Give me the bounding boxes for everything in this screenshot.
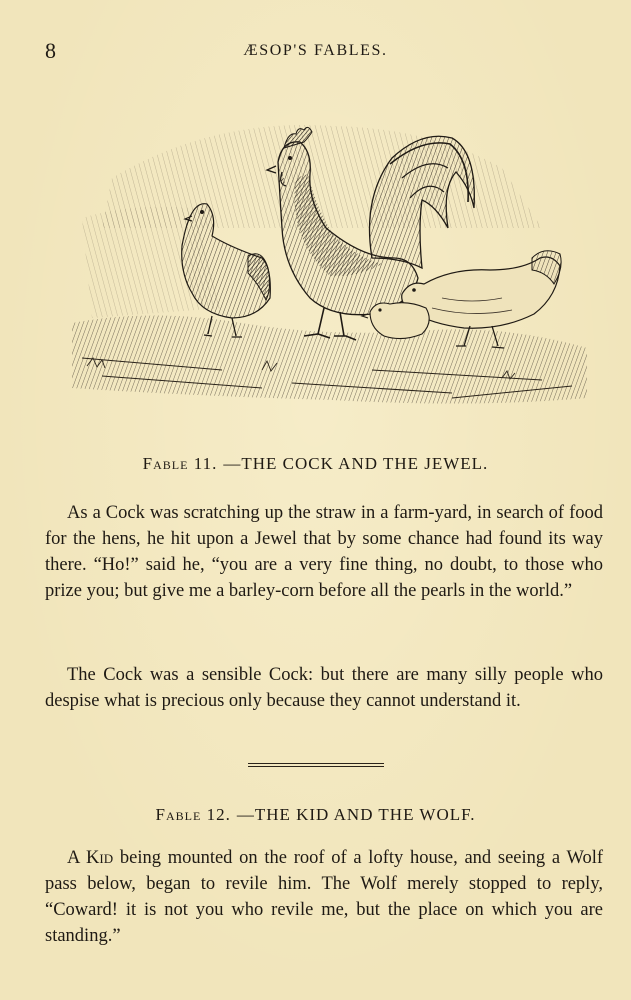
fable-11-heading bbox=[0, 454, 631, 474]
running-head: ÆSOP'S FABLES. bbox=[243, 42, 388, 59]
ground bbox=[72, 316, 587, 404]
fable-11-lead-word: As bbox=[67, 503, 88, 523]
fable-11-label: Fable 11. bbox=[142, 454, 218, 473]
fable-11-paragraph-2 bbox=[45, 662, 603, 714]
fable-11-title: —THE COCK AND THE JEWEL. bbox=[223, 454, 489, 473]
fable-12-label: Fable 12. bbox=[155, 805, 231, 824]
fable-12-lead-words: A Kid bbox=[67, 848, 114, 868]
cock-and-hens-engraving bbox=[72, 108, 587, 413]
fable-12-heading bbox=[0, 805, 631, 825]
fable-11-paragraph-1-text: a Cock was scratching up the straw in a farm-yard, in search of food for the hens, he hit upon a Jewel that by some chance had found its way there. “Ho!” said he, “you are a very fine thing, no doubt, to those who prize you; but give me a barley-corn before all the pearls in the world.” bbox=[45, 503, 604, 601]
fable-11-moral: The Cock was a sensible Cock: but there are many silly people who despise what is precious only because they cannot understand it. bbox=[45, 665, 603, 711]
page-number: 8 bbox=[45, 38, 57, 63]
fable-12-paragraph-1-text: being mounted on the roof of a lofty house, and seeing a Wolf pass below, began to revile him. The Wolf merely stopped to reply, “Coward! it is not you who revile me, but the place on which you are standing.” bbox=[45, 848, 604, 946]
section-divider bbox=[248, 763, 384, 764]
fable-12-title: —THE KID AND THE WOLF. bbox=[236, 805, 476, 824]
fable-11-paragraph-1 bbox=[45, 500, 603, 604]
fable-12-paragraph-1 bbox=[45, 845, 603, 949]
